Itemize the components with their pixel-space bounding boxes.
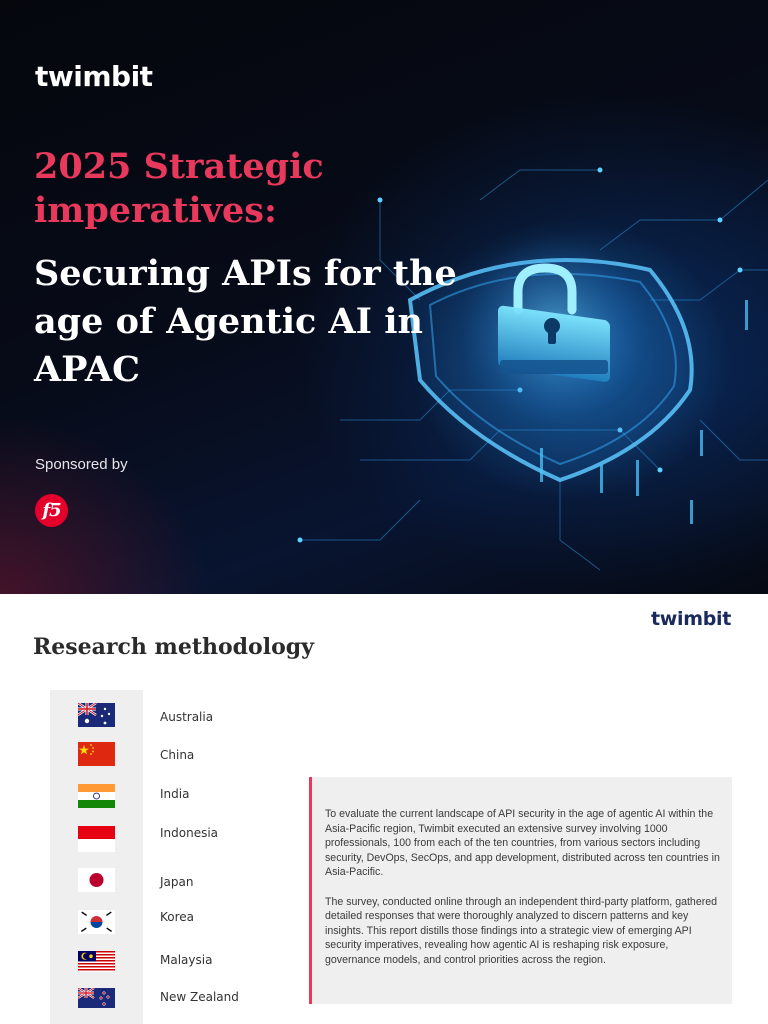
india-flag-icon [78,784,115,808]
methodology-logo-text: twimbit [651,608,732,630]
methodology-paragraph-1: To evaluate the current landscape of API security in the age of agentic AI within the Asia-Pacific region, Twimbit executed an extensive survey involving 1000 professionals, 100 from each of the ten countries, from various sectors including security, DevOps, SecOps, and app development, distributed across ten countries in Asia-Pacific. [325,808,720,878]
country-name: New Zealand [160,990,239,1004]
korea-flag-icon [78,910,115,934]
methodology-description-box [309,777,732,1004]
country-name: Indonesia [160,826,219,840]
country-name: Korea [160,910,195,924]
country-item-china [0,742,300,772]
country-item-indonesia [0,826,300,856]
report-title-primary: 2025 Strategic imperatives: [34,146,324,231]
cover-twimbit-logo [35,60,153,93]
country-name: Australia [160,710,214,724]
indonesia-flag-icon [78,826,115,852]
report-title-secondary: Securing APIs for the age of Agentic AI in APAC [34,253,457,390]
australia-flag-icon [78,703,115,727]
methodology-heading: Research methodology [33,634,314,660]
country-item-malaysia [0,951,300,981]
sponsored-by-label: Sponsored by [35,456,128,473]
country-item-australia [0,703,300,733]
country-item-korea [0,910,300,940]
country-name: Malaysia [160,953,213,967]
country-item-new-zealand [0,988,300,1018]
country-item-japan [0,868,300,898]
china-flag-icon [78,742,115,766]
malaysia-flag-icon [78,951,115,972]
methodology-paragraph-2: The survey, conducted online through an independent third-party platform, gathered detailed responses that were thoroughly analyzed to discern patterns and key insights. This report distills those findings into a strategic view of emerging API security imperatives, revealing how agentic AI is reshaping risk exposure, governance models, and control priorities across the region. [325,895,718,966]
new-zealand-flag-icon [78,988,115,1008]
country-name: China [160,748,195,762]
methodology-twimbit-logo [651,608,731,630]
country-name: Japan [160,875,194,889]
japan-flag-icon [78,868,115,892]
country-name: India [160,787,190,801]
f5-logo [35,494,68,527]
country-item-india [0,784,300,814]
cover-logo-text: twimbit [35,60,153,93]
f5-logo-text: f5 [42,500,61,521]
